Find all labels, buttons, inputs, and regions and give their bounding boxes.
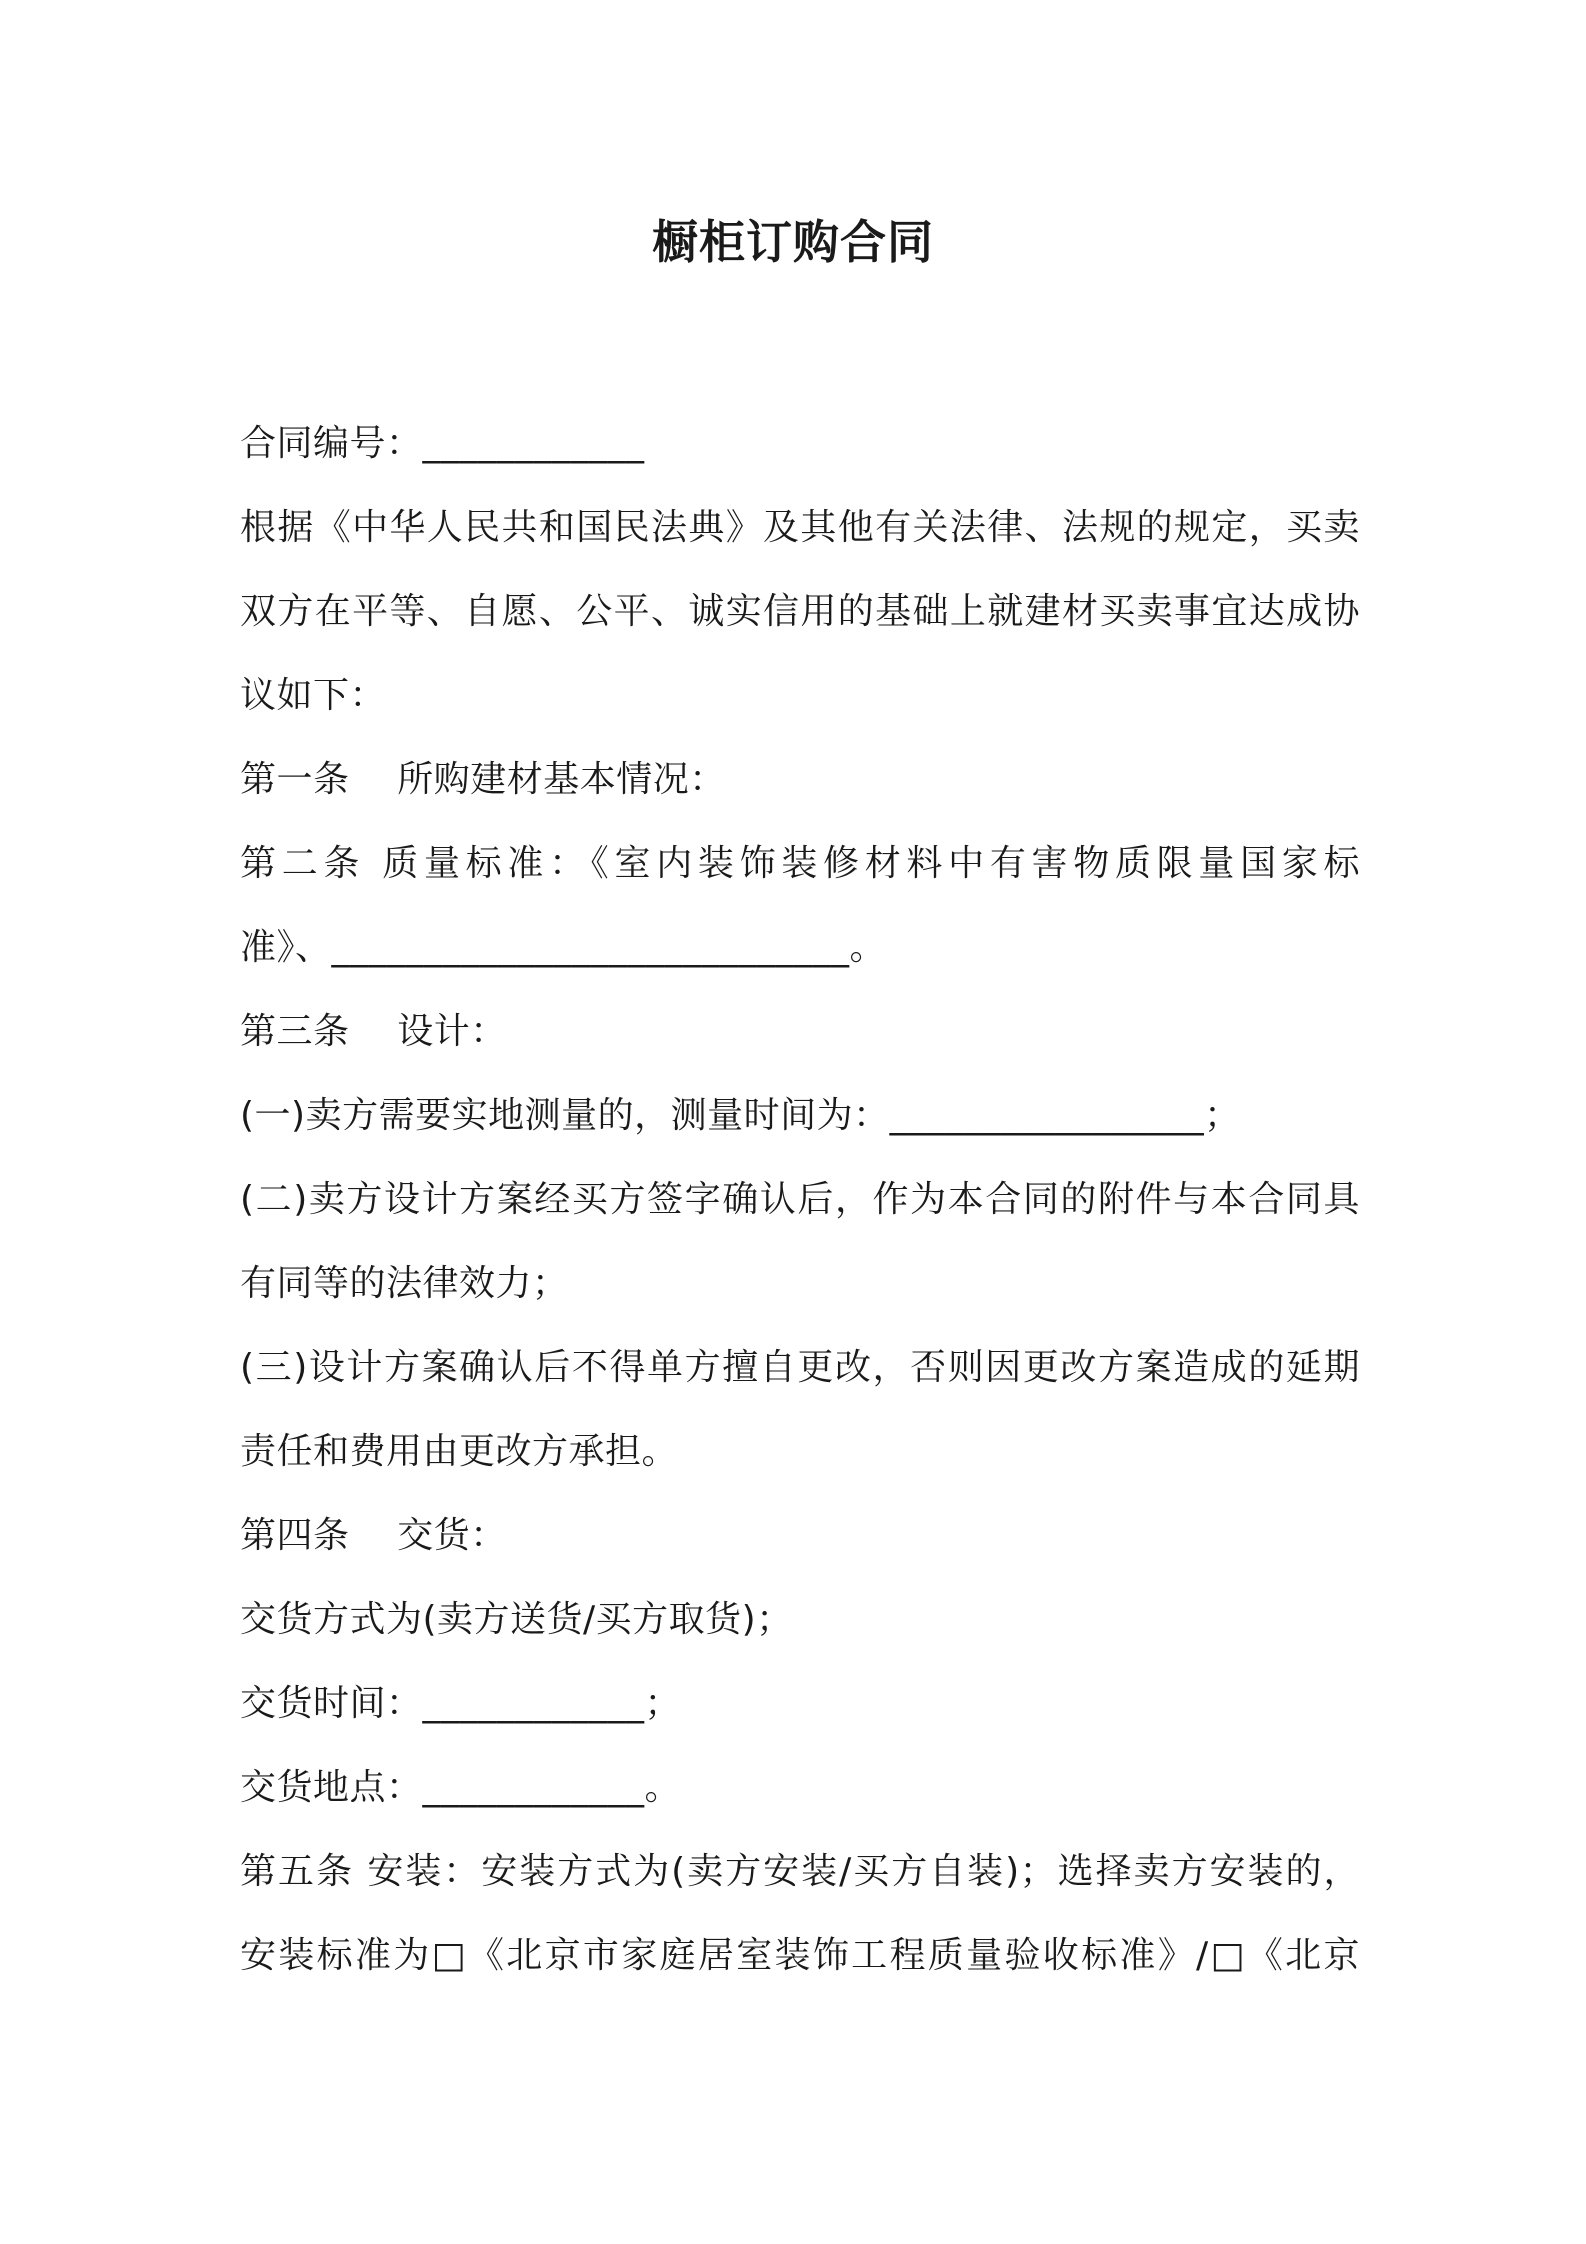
article-3-item-2-line-1: (二)卖方设计方案经买方签字确认后，作为本合同的附件与本合同具 bbox=[240, 1179, 1360, 1220]
article-5-line-1: 第五条 安装：安装方式为(卖方安装/买方自装)；选择卖方安装的， bbox=[240, 1851, 1360, 1892]
preamble-line-3: 议如下： bbox=[240, 675, 387, 716]
article-2-line-1: 第二条 质量标准：《室内装饰装修材料中有害物质限量国家标 bbox=[240, 843, 1360, 884]
delivery-method: 交货方式为(卖方送货/买方取货)； bbox=[240, 1599, 793, 1640]
article-3-item-3-line-2: 责任和费用由更改方承担。 bbox=[240, 1431, 679, 1472]
delivery-location: 交货地点：____________。 bbox=[240, 1767, 682, 1808]
document-title: 橱柜订购合同 bbox=[652, 215, 934, 269]
delivery-time: 交货时间：____________； bbox=[240, 1683, 682, 1724]
article-3-item-3-line-1: (三)设计方案确认后不得单方擅自更改，否则因更改方案造成的延期 bbox=[240, 1347, 1360, 1388]
article-2-line-2: 准》、____________________________。 bbox=[240, 927, 887, 968]
contract-body bbox=[240, 402, 1360, 1998]
article-3-heading: 第三条 设计： bbox=[240, 1011, 507, 1052]
article-1-heading: 第一条 所购建材基本情况： bbox=[240, 759, 726, 800]
article-3-item-1: (一)卖方需要实地测量的，测量时间为：_________________； bbox=[240, 1095, 1241, 1136]
article-5-line-2: 安装标准为□《北京市家庭居室装饰工程质量验收标准》/□《北京 bbox=[240, 1935, 1360, 1976]
article-4-heading: 第四条 交货： bbox=[240, 1515, 507, 1556]
preamble-line-1: 根据《中华人民共和国民法典》及其他有关法律、法规的规定，买卖 bbox=[240, 507, 1360, 548]
contract-number-line: 合同编号：____________ bbox=[240, 423, 645, 464]
article-3-item-2-line-2: 有同等的法律效力； bbox=[240, 1263, 569, 1304]
preamble-line-2: 双方在平等、自愿、公平、诚实信用的基础上就建材买卖事宜达成协 bbox=[240, 591, 1360, 632]
